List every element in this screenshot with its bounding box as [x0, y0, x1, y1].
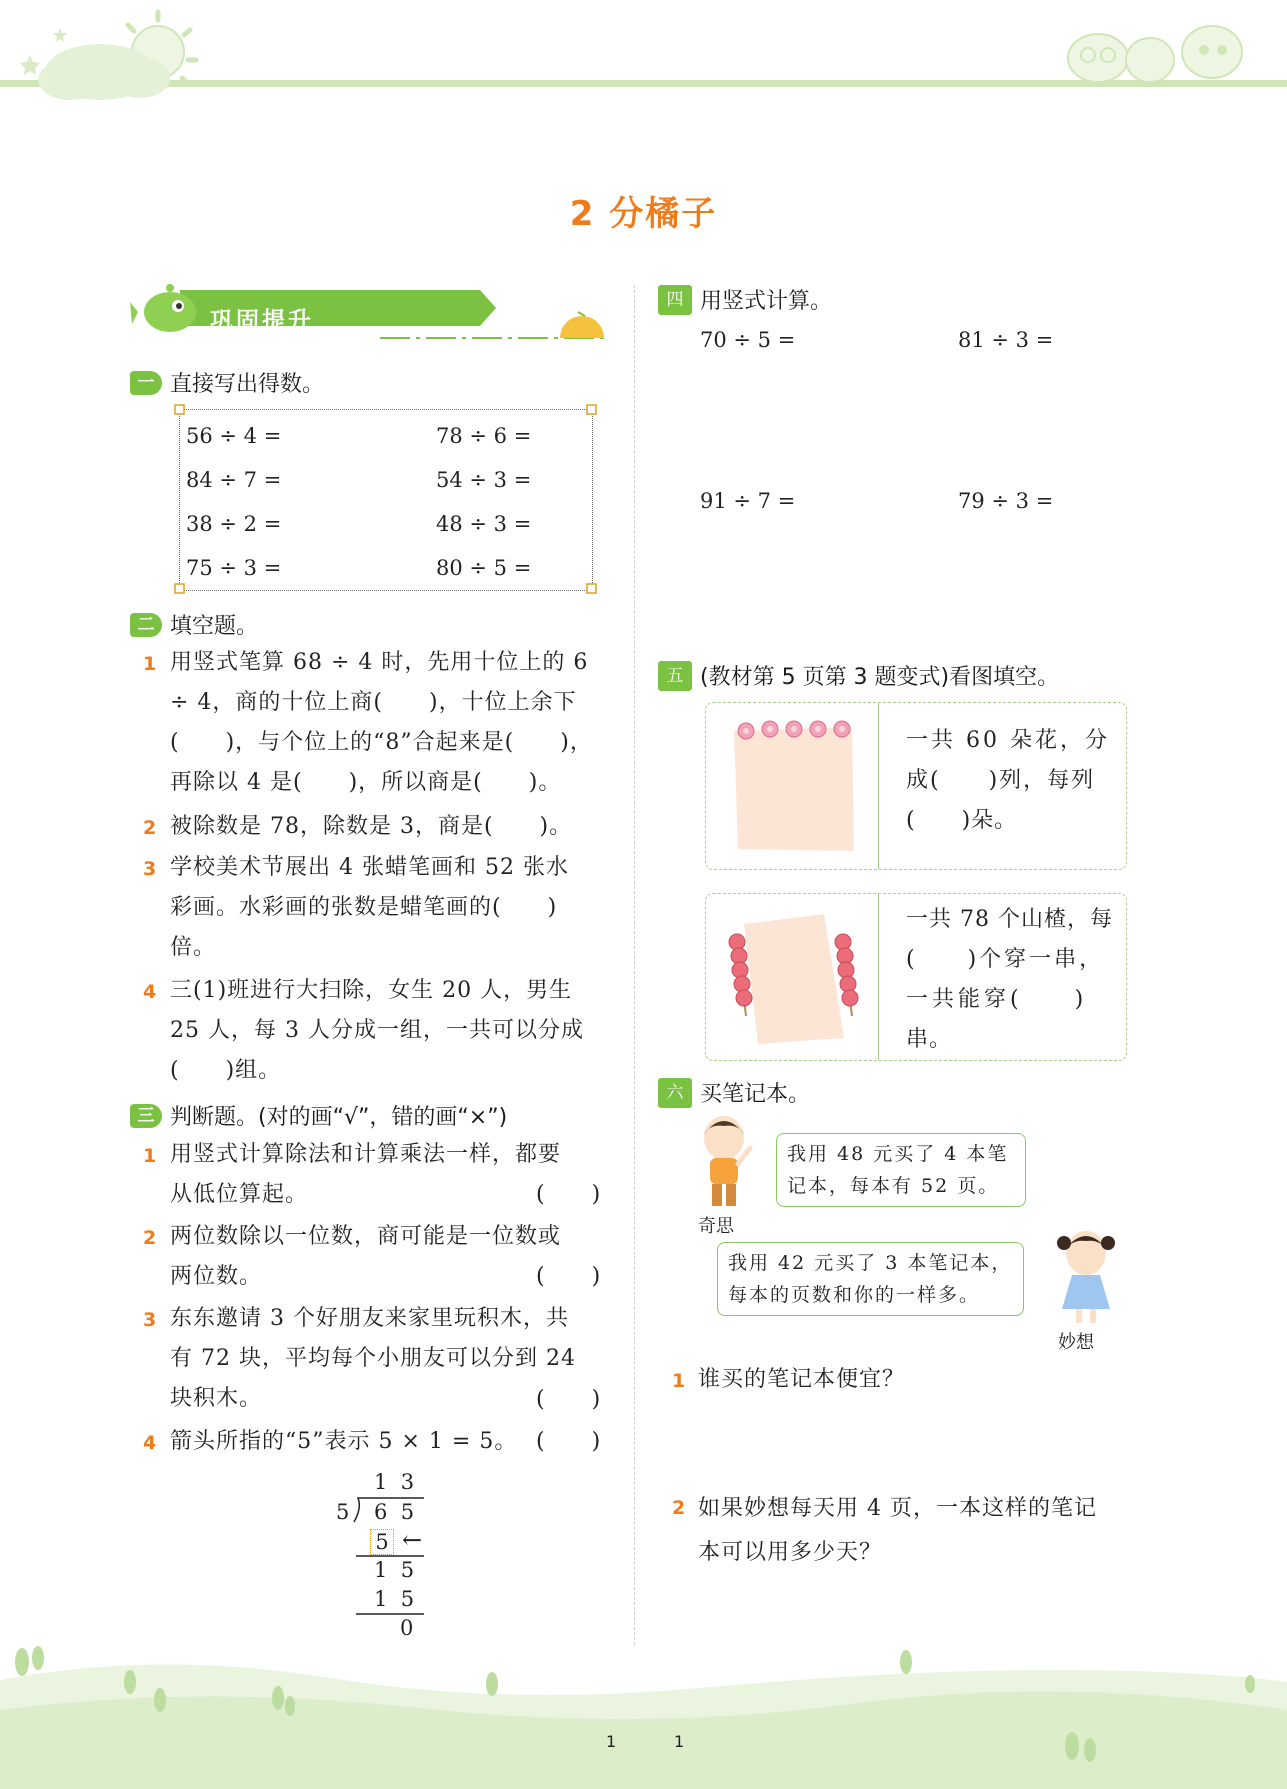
- banner-title: 巩固提升: [210, 308, 314, 334]
- section-1-title: 直接写出得数。: [170, 372, 325, 397]
- question-number: 2: [672, 1497, 686, 1519]
- section-6-label: 六: [658, 1078, 692, 1108]
- question-number: 1: [672, 1370, 686, 1392]
- card-line: 串。: [906, 1027, 953, 1052]
- card-divider: [878, 703, 879, 869]
- section-3-label: 三: [130, 1104, 162, 1128]
- question-number: 2: [143, 817, 157, 839]
- section-4-header: [658, 284, 832, 315]
- division-step1: 5: [370, 1529, 394, 1555]
- oral-calc-item: 38 ÷ 2 =: [186, 512, 282, 536]
- division-remainder: 0: [400, 1616, 414, 1640]
- section-4-label: 四: [658, 285, 692, 315]
- question-number: 4: [143, 981, 157, 1003]
- question-number: 1: [143, 1145, 157, 1167]
- card-line: 一共 78 个山楂，每: [906, 907, 1113, 932]
- oral-calc-item: 54 ÷ 3 =: [436, 468, 532, 492]
- question-line: ( )，与个位上的“8”合起来是( )，: [170, 730, 593, 755]
- sunset-icon: [560, 312, 604, 338]
- division-step2: 1 5: [374, 1558, 415, 1582]
- header-decoration: [0, 0, 1287, 120]
- page-number-right: 1: [674, 1732, 685, 1751]
- fill-question-2: [170, 807, 572, 847]
- question-line: 倍。: [170, 935, 217, 960]
- card-text: [906, 900, 1113, 1060]
- question-line: 再除以 4 是( )，所以商是( )。: [170, 770, 562, 795]
- card-line: ( )个穿一串，: [906, 947, 1105, 972]
- question-line: 用竖式笔算 68 ÷ 4 时，先用十位上的 6: [170, 650, 589, 675]
- section-3-title: 判断题。(对的画“√”，错的画“×”): [170, 1105, 508, 1130]
- question-line: 两位数。: [170, 1264, 263, 1289]
- oral-calc-item: 48 ÷ 3 =: [436, 512, 532, 536]
- fill-question-3: [170, 848, 569, 968]
- footer-landscape: [0, 1640, 1287, 1789]
- oral-calc-item: 80 ÷ 5 =: [436, 556, 532, 580]
- oral-calc-item: 56 ÷ 4 =: [186, 424, 282, 448]
- question-line: 本可以用多少天？: [698, 1540, 883, 1565]
- division-quotient: 1 3: [374, 1470, 415, 1494]
- speech-bubble-miaoxiang: [717, 1242, 1024, 1316]
- section-2-title: 填空题。: [170, 614, 259, 639]
- section-6-title: 买笔记本。: [700, 1082, 811, 1107]
- card-line: 一共能穿( ): [906, 987, 1088, 1012]
- question-line: 学校美术节展出 4 张蜡笔画和 52 张水: [170, 855, 569, 880]
- card-line: ( )朵。: [906, 808, 1018, 833]
- card-text: [906, 721, 1110, 841]
- picture-card-flowers: [705, 702, 1127, 870]
- vertical-calc-item: 91 ÷ 7 =: [700, 489, 796, 513]
- question-number: 3: [143, 858, 157, 880]
- column-divider: [634, 285, 635, 1645]
- division-divisor: 5: [336, 1500, 350, 1524]
- notebook-question-2: [698, 1487, 1097, 1575]
- question-number: 2: [143, 1227, 157, 1249]
- bubble-line: 我用 48 元买了 4 本笔: [787, 1143, 1009, 1165]
- question-line: 箭头所指的“5”表示 5 × 1 = 5。: [170, 1429, 518, 1454]
- question-line: ÷ 4，商的十位上商( )，十位上余下: [170, 690, 577, 715]
- answer-parens[interactable]: ( ): [536, 1264, 602, 1289]
- judge-question-1: [170, 1135, 561, 1215]
- animal-faces-icon: [1068, 26, 1242, 82]
- section-5-title: (教材第 5 页第 3 题变式)看图填空。: [700, 665, 1060, 690]
- card-line: 一共 60 朵花，分: [906, 728, 1110, 753]
- oral-calc-item: 75 ÷ 3 =: [186, 556, 282, 580]
- section-6-header: [658, 1077, 810, 1108]
- page-number-left: 1: [606, 1732, 617, 1751]
- division-dividend: 6 5: [374, 1500, 415, 1524]
- question-line: 有 72 块，平均每个小朋友可以分到 24: [170, 1346, 576, 1371]
- division-arrow: ←: [402, 1526, 423, 1554]
- name-miaoxiang: 妙想: [1058, 1332, 1094, 1353]
- card-line: 成( )列，每列: [906, 768, 1096, 793]
- question-line: 块积木。: [170, 1386, 263, 1411]
- section-4-title: 用竖式计算。: [700, 289, 833, 314]
- question-line: 如果妙想每天用 4 页，一本这样的笔记: [698, 1496, 1097, 1521]
- section-1-label: 一: [130, 371, 162, 395]
- question-line: ( )组。: [170, 1058, 282, 1083]
- boy-qisi-avatar: [692, 1112, 760, 1212]
- card-divider: [878, 894, 879, 1060]
- section-2-label: 二: [130, 613, 162, 637]
- question-line: 两位数除以一位数，商可能是一位数或: [170, 1224, 562, 1249]
- question-line: 用竖式计算除法和计算乘法一样，都要: [170, 1142, 562, 1167]
- judge-question-2: [170, 1217, 561, 1297]
- fill-question-4: [170, 971, 584, 1091]
- name-qisi: 奇思: [698, 1216, 734, 1237]
- division-step3: 1 5: [374, 1587, 415, 1611]
- long-division: [330, 1470, 450, 1650]
- oral-calc-item: 84 ÷ 7 =: [186, 468, 282, 492]
- bubble-line: 每本的页数和你的一样多。: [728, 1284, 981, 1306]
- girl-miaoxiang-avatar: [1050, 1225, 1122, 1325]
- question-line: 东东邀请 3 个好朋友来家里玩积木，共: [170, 1306, 569, 1331]
- answer-parens[interactable]: ( ): [536, 1387, 602, 1412]
- flower-bed-picture: [726, 715, 866, 855]
- question-line: 三(1)班进行大扫除，女生 20 人，男生: [170, 978, 573, 1003]
- oral-calc-item: 78 ÷ 6 =: [436, 424, 532, 448]
- notebook-question-1: 谁买的笔记本便宜？: [698, 1367, 906, 1392]
- vertical-calc-item: 81 ÷ 3 =: [958, 328, 1054, 352]
- picture-card-hawthorn: [705, 893, 1127, 1061]
- bubble-line: 记本，每本有 52 页。: [787, 1175, 1000, 1197]
- section-1-header: [130, 367, 324, 398]
- question-line: 从低位算起。: [170, 1182, 309, 1207]
- section-2-header: [130, 609, 258, 640]
- question-number: 4: [143, 1432, 157, 1454]
- speech-bubble-qisi: [776, 1133, 1026, 1207]
- banner-decoration: [130, 282, 610, 344]
- question-line: 彩画。水彩画的张数是蜡笔画的( ): [170, 895, 558, 920]
- judge-question-4: [170, 1422, 517, 1462]
- question-number: 1: [143, 653, 157, 675]
- page-title: 2 分橘子: [569, 194, 718, 234]
- hawthorn-skewers-picture: [714, 904, 874, 1054]
- answer-parens[interactable]: ( ): [536, 1429, 602, 1454]
- judge-question-3: [170, 1299, 576, 1419]
- section-5-header: [658, 660, 1059, 691]
- question-number: 3: [143, 1309, 157, 1331]
- question-line: 25 人，每 3 人分成一组，一共可以分成: [170, 1018, 584, 1043]
- vertical-calc-item: 70 ÷ 5 =: [700, 328, 796, 352]
- section-3-header: [130, 1100, 507, 1131]
- section-5-label: 五: [658, 661, 692, 691]
- answer-parens[interactable]: ( ): [536, 1182, 602, 1207]
- question-line: 被除数是 78，除数是 3，商是( )。: [170, 814, 573, 839]
- vertical-calc-item: 79 ÷ 3 =: [958, 489, 1054, 513]
- division-lines: [330, 1470, 450, 1650]
- fill-question-1: [170, 643, 593, 803]
- bubble-line: 我用 42 元买了 3 本笔记本，: [728, 1252, 1013, 1274]
